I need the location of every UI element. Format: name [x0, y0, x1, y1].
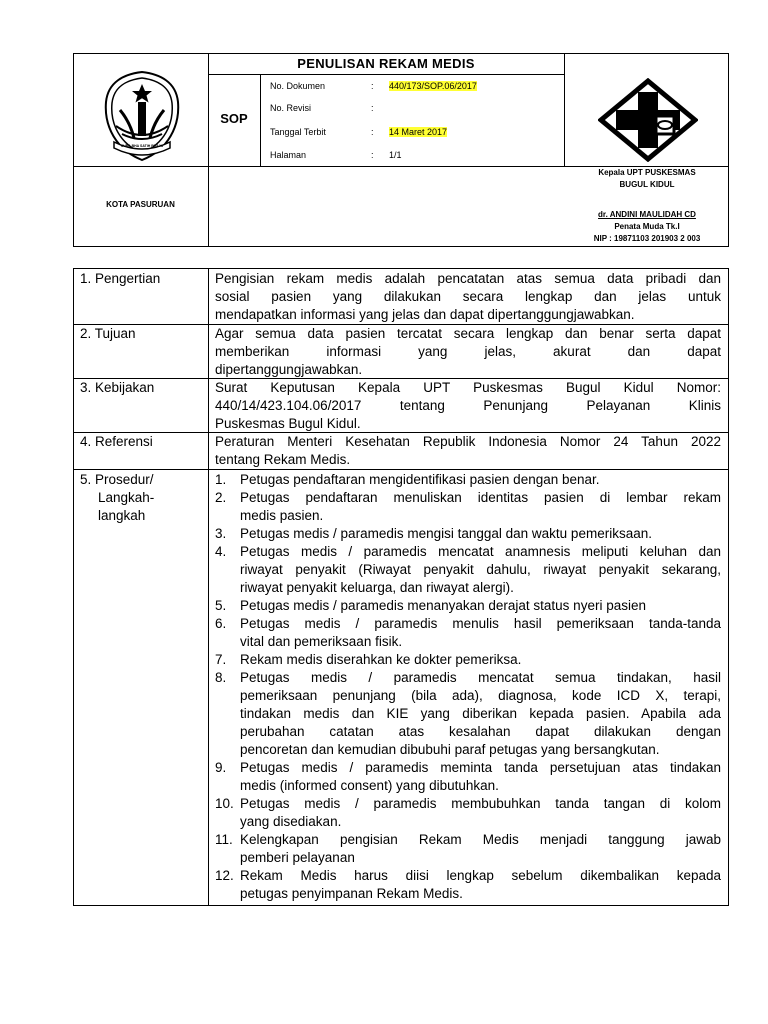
text-line: 440/14/423.104.06/2017 tentang Penunjang Pelayanan Klinis	[215, 398, 721, 413]
step-line: pemberi pelayanan	[240, 850, 355, 865]
section-text-tujuan	[215, 325, 721, 379]
procedure-step	[215, 651, 721, 669]
step-line: Petugas pendaftaran mengidentifikasi pasien dengan benar.	[240, 472, 600, 487]
sop-label: SOP	[220, 111, 248, 126]
step-number: 9.	[215, 760, 227, 775]
section-label-prosedur	[80, 471, 154, 525]
step-number: 3.	[215, 526, 227, 541]
document-title: PENULISAN REKAM MEDIS	[297, 56, 475, 71]
step-line: Petugas medis / paramedis mencatat anamnesis meliputi keluhan dan	[240, 544, 721, 559]
procedure-step	[215, 867, 721, 903]
step-line: petugas penyimpanan Rekam Medis.	[240, 886, 463, 901]
signatory-nip: NIP : 19871103 201903 2 003	[593, 234, 701, 243]
section-label-pengertian: 1. Pengertian	[80, 271, 161, 286]
field-sep: :	[371, 150, 374, 160]
text-line: mendapatkan informasi yang jelas dan dapat dipertanggungjawabkan.	[215, 307, 635, 322]
label-line: langkah	[98, 508, 146, 523]
signatory-rank: Penata Muda Tk.I	[614, 222, 680, 231]
section-text-kebijakan	[215, 379, 721, 433]
step-line: Rekam Medis harus diisi lengkap sebelum dikembalikan kepada	[240, 868, 721, 883]
step-line: Petugas medis / paramedis menanyakan derajat status nyeri pasien	[240, 598, 646, 613]
text-line: tentang Rekam Medis.	[215, 452, 351, 467]
header-divider	[564, 53, 565, 167]
signatory-title: Kepala UPT PUSKESMAS	[598, 168, 696, 177]
emblem-motto: SURA BHA SATIH PRAJA	[120, 144, 164, 148]
steps-list	[215, 471, 721, 903]
step-number: 8.	[215, 670, 227, 685]
step-number: 4.	[215, 544, 227, 559]
label-line: Langkah-	[98, 490, 155, 505]
text-line: Puskesmas Bugul Kidul.	[215, 416, 361, 431]
field-sep: :	[371, 127, 374, 137]
section-label-referensi: 4. Referensi	[80, 434, 153, 449]
field-sep: :	[371, 81, 374, 91]
step-line: medis pasien.	[240, 508, 324, 523]
step-line: vital dan pemeriksaan fisik.	[240, 634, 403, 649]
step-number: 1.	[215, 472, 227, 487]
step-line: pencoretan dan kemudian dibubuhi paraf petugas yang bersangkutan.	[240, 742, 660, 757]
step-line: riwayat penyakit (Riwayat penyakit dahulu, riwayat penyakit sekarang,	[240, 562, 721, 577]
step-line: pemeriksaan penunjang (bila ada), diagnosa, kode ICD X, terapi,	[240, 688, 721, 703]
procedure-steps	[215, 471, 721, 903]
procedure-step	[215, 525, 721, 543]
procedure-step	[215, 669, 721, 759]
text-line: Peraturan Menteri Kesehatan Republik Indonesia Nomor 24 Tahun 2022	[215, 434, 721, 449]
signatory-name: dr. ANDINI MAULIDAH CD	[598, 210, 696, 219]
step-number: 12.	[215, 868, 234, 883]
step-number: 11.	[215, 832, 233, 847]
header-divider	[208, 74, 565, 75]
field-sep: :	[371, 103, 374, 113]
label-line: 5. Prosedur/	[80, 472, 154, 487]
step-line: Petugas medis / paramedis mengisi tanggal dan waktu pemeriksaan.	[240, 526, 652, 541]
step-number: 2.	[215, 490, 227, 505]
field-value-halaman: 1/1	[389, 150, 402, 160]
section-text-pengertian	[215, 270, 721, 324]
step-line: perubahan catatan atas kesalahan dapat dilakukan dengan	[240, 724, 721, 739]
text-line: Surat Keputusan Kepala UPT Puskesmas Bugul Kidul Nomor:	[215, 380, 721, 395]
field-label-tanggal-terbit: Tanggal Terbit	[270, 127, 326, 137]
region-name: KOTA PASURUAN	[106, 200, 175, 209]
section-text-referensi	[215, 433, 721, 469]
text-line: Pengisian rekam medis adalah pencatatan atas semua data pribadi dan	[215, 271, 721, 286]
step-number: 10.	[215, 796, 234, 811]
step-number: 6.	[215, 616, 227, 631]
signatory-unit: BUGUL KIDUL	[619, 180, 675, 189]
signatory-block	[565, 167, 729, 245]
emblem-icon	[98, 68, 186, 164]
puskesmas-logo	[598, 78, 698, 162]
field-value-no-dokumen: 440/173/SOP.06/2017	[389, 81, 477, 91]
procedure-step	[215, 597, 721, 615]
step-line: Rekam medis diserahkan ke dokter pemeriksa.	[240, 652, 522, 667]
procedure-step	[215, 615, 721, 651]
step-line: Petugas medis / paramedis mencatat semua tindakan, hasil	[240, 670, 721, 685]
step-line: medis (informed consent) yang dibutuhkan.	[240, 778, 499, 793]
field-label-no-revisi: No. Revisi	[270, 103, 312, 113]
section-label-tujuan: 2. Tujuan	[80, 326, 136, 341]
step-line: yang disediakan.	[240, 814, 342, 829]
procedure-step	[215, 471, 721, 489]
step-line: tindakan medis dan KIE yang diberikan kepada pasien. Apabila ada	[240, 706, 721, 721]
text-line: Agar semua data pasien tercatat secara lengkap dan benar serta dapat	[215, 326, 721, 341]
health-cross-icon	[598, 78, 698, 162]
step-line: Petugas medis / paramedis meminta tanda persetujuan atas tindakan	[240, 760, 721, 775]
step-number: 7.	[215, 652, 227, 667]
step-line: Kelengkapan pengisian Rekam Medis menjadi tanggung jawab	[240, 832, 721, 847]
text-line: dipertanggungjawabkan.	[215, 362, 363, 377]
header-divider	[260, 74, 261, 167]
text-line: sosial pasien yang dilakukan secara lengkap dan jelas untuk	[215, 289, 721, 304]
field-label-halaman: Halaman	[270, 150, 307, 160]
step-line: Petugas medis / paramedis menulis hasil pemeriksaan tanda-tanda	[240, 616, 721, 631]
step-number: 5.	[215, 598, 227, 613]
header-divider	[208, 53, 209, 247]
text-line: memberikan informasi yang jelas, akurat dan dapat	[215, 344, 721, 359]
procedure-step	[215, 795, 721, 831]
field-value-tanggal-terbit: 14 Maret 2017	[389, 127, 448, 137]
procedure-step	[215, 489, 721, 525]
procedure-step	[215, 759, 721, 795]
section-label-kebijakan: 3. Kebijakan	[80, 380, 155, 395]
step-line: Petugas pendaftaran menuliskan identitas pasien di lembar rekam	[240, 490, 721, 505]
procedure-step	[215, 543, 721, 597]
step-line: Petugas medis / paramedis membubuhkan tanda tangan di kolom	[240, 796, 721, 811]
field-label-no-dokumen: No. Dokumen	[270, 81, 326, 91]
content-divider	[208, 268, 209, 906]
kota-pasuruan-emblem	[98, 68, 186, 164]
procedure-step	[215, 831, 721, 867]
row-divider	[73, 469, 729, 470]
step-line: riwayat penyakit keluarga, dan riwayat alergi).	[240, 580, 514, 595]
